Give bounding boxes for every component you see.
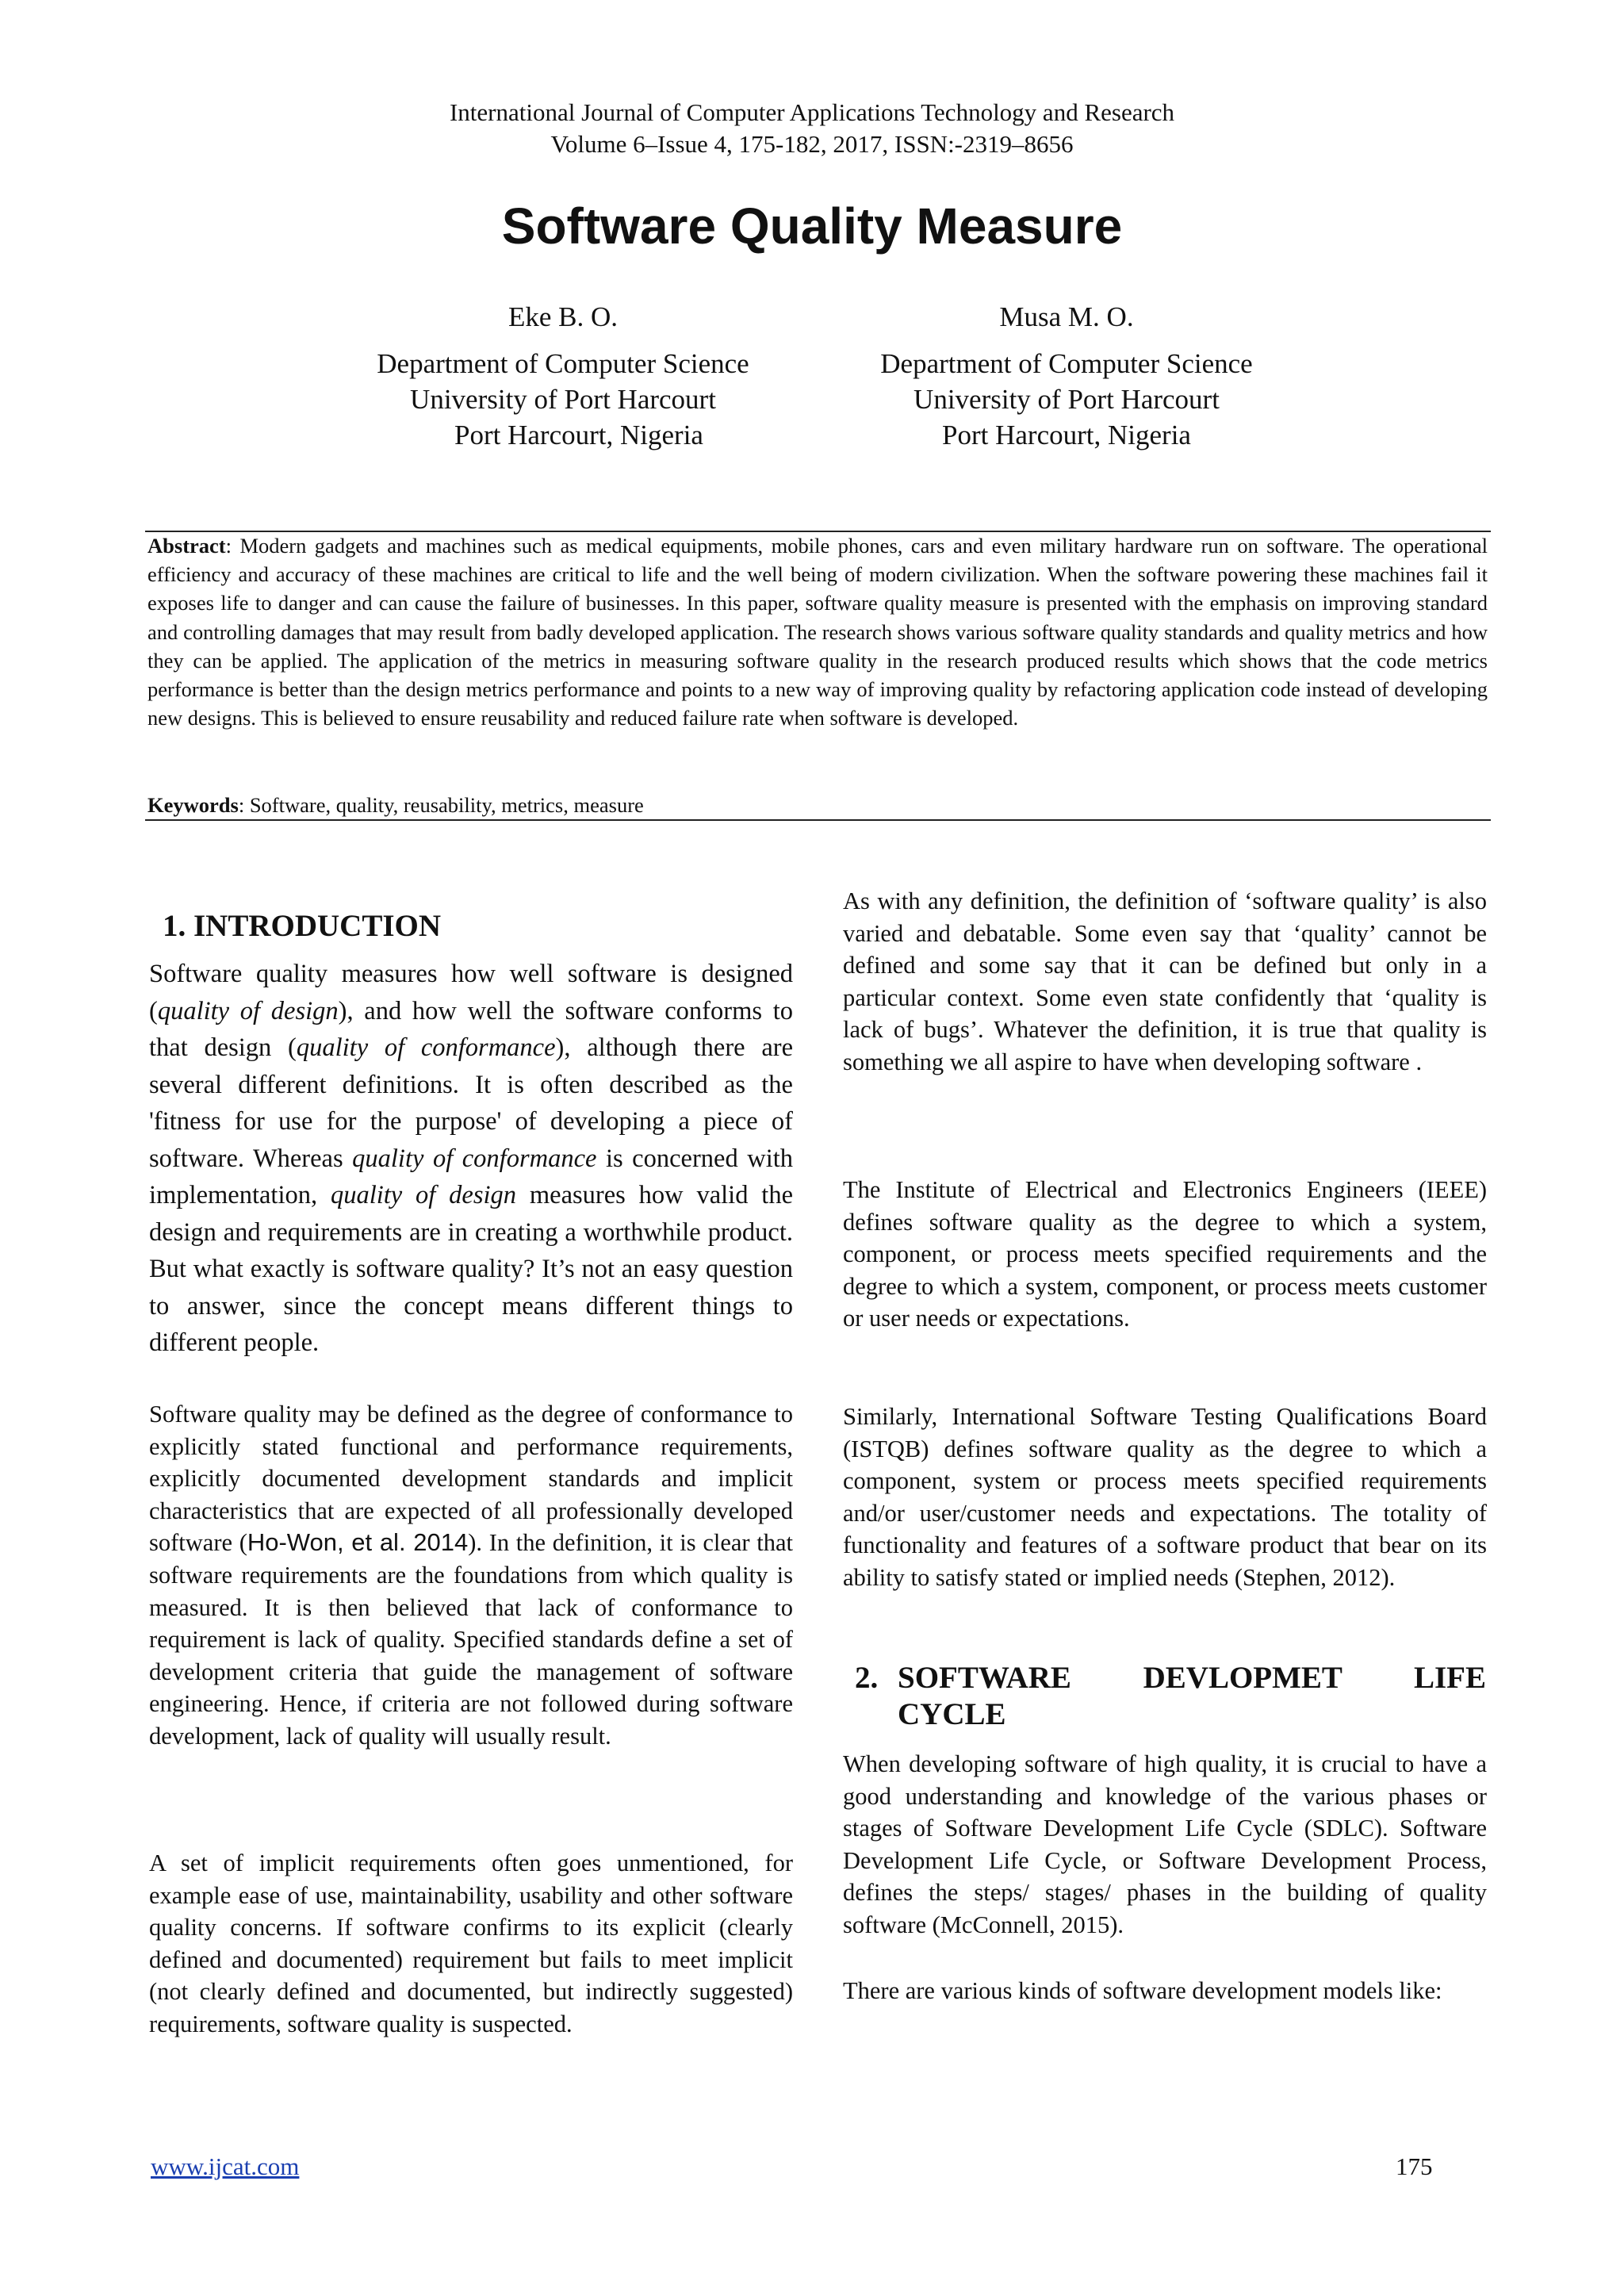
keywords-label: Keywords: [147, 793, 239, 817]
text-run: ), although there are several different definitions. It is often described as the 'fitness for use for the purpose' of developing a piece of software. Whereas: [149, 1033, 794, 1173]
section-heading-introduction: 1. INTRODUCTION: [163, 909, 442, 943]
text-run: measures how valid the design and requirements are in creating a worthwhile product. But what exactly is software quality? It’s not an easy question to answer, since the concept means different things to different people.: [149, 1181, 793, 1357]
intro-paragraph-2: [149, 1398, 793, 1753]
author-location: Port Harcourt, Nigeria: [942, 420, 1191, 450]
right-paragraph-2: The Institute of Electrical and Electronics Engineers (IEEE) defines software quality as the degree to which a system, component, or process meets specified requirements and the degree to which a system, component, or process meets customer or user needs or expectations.: [843, 1176, 1487, 1332]
author-name: Eke B. O.: [508, 301, 619, 332]
italic-term: quality of conformance: [352, 1144, 597, 1173]
text-run: is concerned with implementation,: [149, 1144, 793, 1209]
page-number: 175: [1396, 2152, 1433, 2180]
journal-name: International Journal of Computer Applications Technology and Research: [449, 98, 1175, 126]
section-heading-sdlc-line2: CYCLE: [898, 1697, 1006, 1731]
right-paragraph-5: There are various kinds of software development models like:: [843, 1977, 1442, 2004]
author-university: University of Port Harcourt: [914, 384, 1220, 415]
right-paragraph-3: Similarly, International Software Testing Qualifications Board (ISTQB) defines software quality as the degree to which a component, system or process meets specified requirements and/or user/customer needs and expectations. The totality of functionality and features of a software product that bear on its ability to satisfy stated or implied needs (Stephen, 2012).: [843, 1403, 1487, 1591]
journal-volume: Volume 6–Issue 4, 175-182, 2017, ISSN:-2319–8656: [550, 130, 1074, 158]
citation: Ho-Won, et al. 2014: [247, 1528, 469, 1557]
author-name: Musa M. O.: [999, 301, 1134, 332]
text-run: Software quality may be defined as the degree of conformance to explicitly stated functional and performance requirements, explicitly documented development standards and implicit characteristics that are expected of all professionally developed software (: [149, 1401, 793, 1557]
keywords-text: : Software, quality, reusability, metrics, measure: [238, 793, 644, 817]
text-run: ), and how well the software conforms to that design (: [149, 996, 793, 1062]
italic-term: quality of conformance: [296, 1033, 556, 1062]
author-department: Department of Computer Science: [377, 348, 749, 379]
text-run: Software quality measures how well software is designed (: [149, 960, 793, 1025]
keywords-bottom-rule: [145, 819, 1491, 821]
intro-paragraph-3: A set of implicit requirements often goes unmentioned, for example ease of use, maintainability, usability and other software quality concerns. If software confirms to its explicit (clearly defined and documented) requirement but fails to meet implicit (not clearly defined and documented, but indirectly suggested) requirements, software quality is suspected.: [149, 1849, 793, 2037]
section-heading-sdlc-line1: SOFTWARE DEVLOPMET LIFE: [898, 1661, 1486, 1695]
abstract-label: Abstract: [147, 534, 226, 558]
author-location: Port Harcourt, Nigeria: [454, 420, 703, 450]
italic-term: quality of design: [330, 1181, 517, 1209]
journal-website-link[interactable]: www.ijcat.com: [151, 2152, 300, 2180]
italic-term: quality of design: [157, 996, 339, 1025]
author-block-1: [325, 299, 801, 453]
author-university: University of Port Harcourt: [410, 384, 716, 415]
abstract-text: : Modern gadgets and machines such as medical equipments, mobile phones, cars and even military hardware run on software. The operational efficiency and accuracy of these machines are critical to life and the well being of modern civilization. When the software powering these machines fail it exposes life to danger and can cause the failure of businesses. In this paper, software quality measure is presented with the emphasis on improving standard and controlling damages that may result from badly developed application. The research shows various software quality standards and quality metrics and how they can be applied. The application of the metrics in measuring software quality in the research produced results which shows that the code metrics performance is better than the design metrics performance and points to a new way of improving quality by refactoring application code instead of developing new designs. This is believed to ensure reusability and reduced failure rate when software is developed.: [147, 534, 1488, 730]
section-heading-number: 2.: [855, 1661, 879, 1695]
keywords: [147, 791, 1488, 819]
author-block-2: [829, 299, 1304, 453]
author-department: Department of Computer Science: [880, 348, 1253, 379]
text-run: ). In the definition, it is clear that software requirements are the foundations from which quality is measured. It is then believed that lack of conformance to requirement is lack of quality. Specified standards define a set of development criteria that guide the management of software engineering. Hence, if criteria are not followed during software development, lack of quality will usually result.: [149, 1529, 794, 1750]
abstract: [147, 531, 1488, 732]
right-paragraph-1: As with any definition, the definition of ‘software quality’ is also varied and debatable. Some even say that ‘quality’ cannot be defined and some say that it can be defined but only in a particular context. Some even state confidently that ‘quality is lack of bugs’. Whatever the definition, it is true that quality is something we all aspire to have when developing software .: [843, 887, 1487, 1075]
right-paragraph-4: When developing software of high quality, it is crucial to have a good understanding and knowledge of the various phases or stages of Software Development Life Cycle (SDLC). Software Development Life Cycle, or Software Development Process, defines the steps/ stages/ phases in the building of quality software (McConnell, 2015).: [843, 1750, 1487, 1938]
intro-paragraph-1: [149, 956, 793, 1362]
paper-title: Software Quality Measure: [501, 197, 1123, 255]
